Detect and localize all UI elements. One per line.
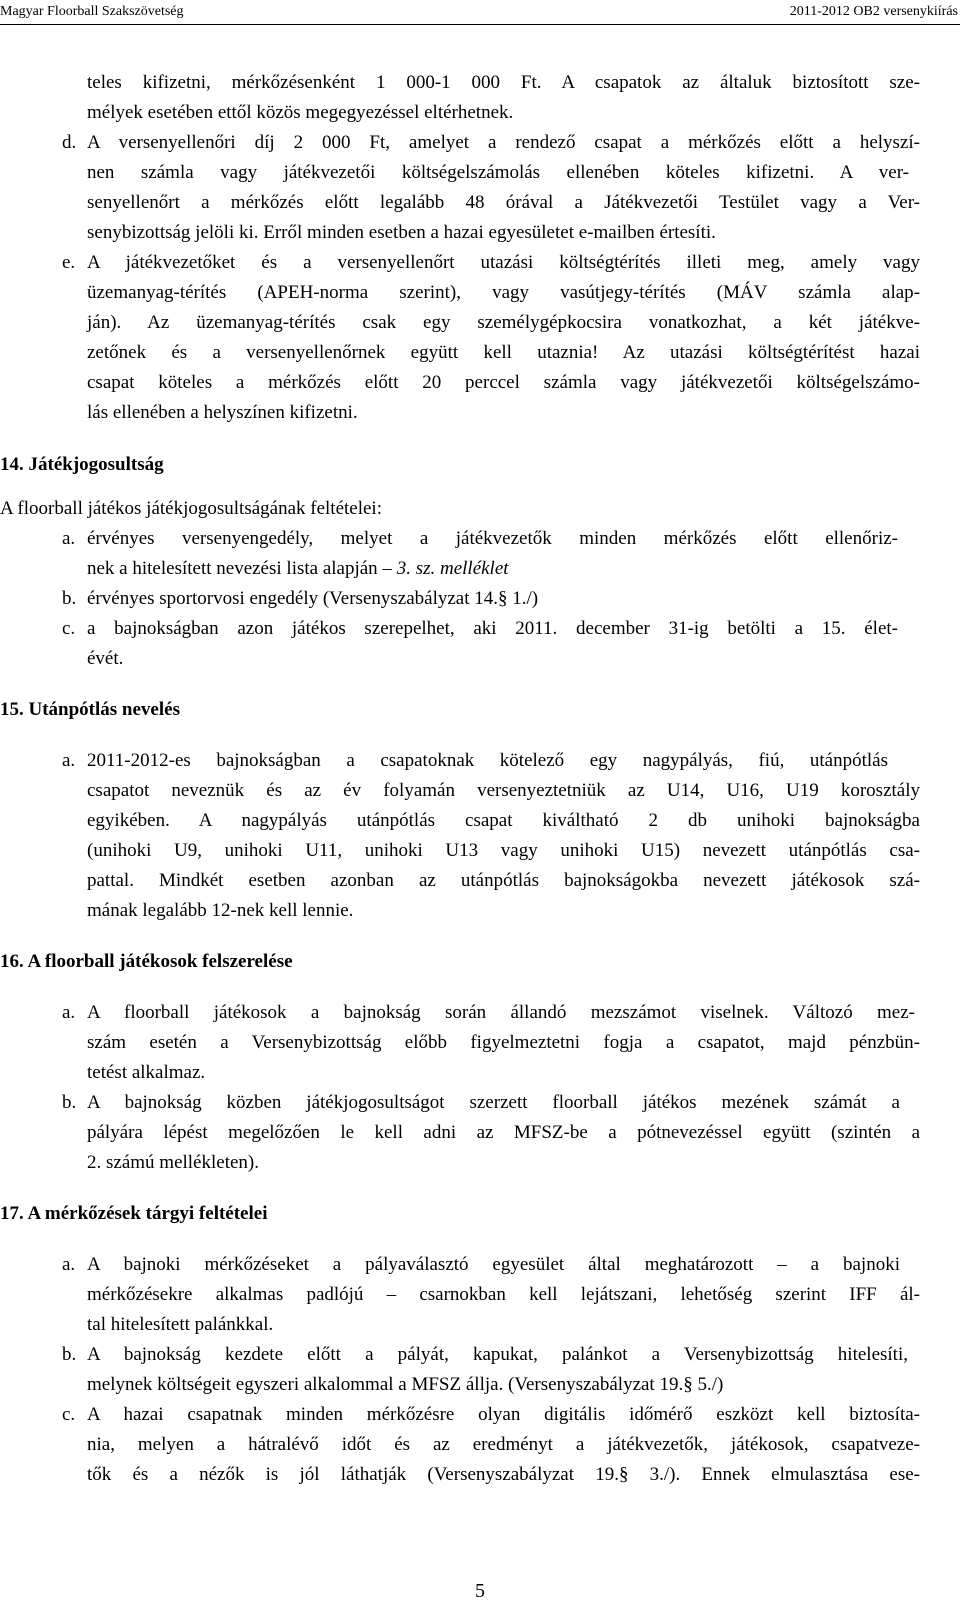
text-line xyxy=(0,338,960,368)
paragraph-text: a bajnokságban azon játékos szerepelhet, aki 2011. december 31-ig betölti a 15. élet- xyxy=(87,618,898,639)
list-marker: b. xyxy=(62,1092,77,1113)
paragraph-text: senybizottság jelöli ki. Erről minden esetben a hazai egyesületet e-mailben értesíti. xyxy=(87,222,716,243)
paragraph-text: ján). Az üzemanyag-térítés csak egy személygépkocsira vonatkozhat, a két játékve- xyxy=(87,312,920,333)
page-header xyxy=(0,0,960,24)
section-heading-17 xyxy=(0,1199,960,1229)
list-item-b xyxy=(0,1088,960,1118)
paragraph-text: tal hitelesített palánkkal. xyxy=(87,1314,274,1335)
text-line xyxy=(0,896,960,926)
list-item-a xyxy=(0,1250,960,1280)
annex-reference: 3. sz. melléklet xyxy=(396,558,509,579)
paragraph-text: A floorball játékosok a bajnokság során állandó mezszámot viselnek. Változó mez- xyxy=(87,1002,915,1023)
paragraph-text: (unihoki U9, unihoki U11, unihoki U13 vagy unihoki U15) nevezett utánpótlás csa- xyxy=(87,840,920,861)
paragraph-text: A versenyellenőri díj 2 000 Ft, amelyet a rendező csapat a mérkőzés előtt a helyszí- xyxy=(87,132,920,153)
paragraph-text: A bajnoki mérkőzéseket a pályaválasztó egyesület által meghatározott – a bajnoki xyxy=(87,1254,900,1275)
paragraph-text-plain: nek a hitelesített nevezési lista alapján – xyxy=(87,558,397,579)
list-marker: d. xyxy=(62,132,77,153)
text-line xyxy=(0,776,960,806)
paragraph-text xyxy=(87,554,509,584)
section-title: 15. Utánpótlás nevelés xyxy=(0,699,180,720)
paragraph-text: 2011-2012-es bajnokságban a csapatoknak kötelező egy nagypályás, fiú, utánpótlás xyxy=(87,750,888,771)
paragraph-text: A hazai csapatnak minden mérkőzésre olyan digitális időmérő eszközt kell biztosíta- xyxy=(87,1404,920,1425)
list-marker: a. xyxy=(62,528,76,549)
list-item-d xyxy=(0,128,960,158)
list-marker: c. xyxy=(62,618,76,639)
paragraph-text: 2. számú mellékleten). xyxy=(87,1152,259,1173)
list-marker: a. xyxy=(62,750,76,771)
paragraph-text: A floorball játékos játékjogosultságának feltételei: xyxy=(0,498,382,519)
paragraph-text: csapat köteles a mérkőzés előtt 20 perccel számla vagy játékvezetői költségelszámo- xyxy=(87,372,920,393)
section-heading-14 xyxy=(0,450,960,480)
text-line xyxy=(0,218,960,248)
text-line xyxy=(0,644,960,674)
paragraph-text: évét. xyxy=(87,648,124,669)
text-line xyxy=(0,1118,960,1148)
text-line xyxy=(0,554,960,584)
paragraph-text: melynek költségeit egyszeri alkalommal a MFSZ állja. (Versenyszabályzat 19.§ 5./) xyxy=(87,1374,724,1395)
paragraph-text: mélyek esetében ettől közös megegyezéssel eltérhetnek. xyxy=(87,102,514,123)
paragraph-text: senyellenőrt a mérkőzés előtt legalább 48 órával a Játékvezetői Testület vagy a Ver- xyxy=(87,192,920,213)
paragraph-text: csapatot neveznük és az év folyamán versenyeztetniük az U14, U16, U19 korosztály xyxy=(87,780,920,801)
paragraph-text: mának legalább 12-nek kell lennie. xyxy=(87,900,354,921)
paragraph-text: szám esetén a Versenybizottság előbb figyelmeztetni fogja a csapatot, majd pénzbün- xyxy=(87,1032,920,1053)
page-number: 5 xyxy=(475,1580,485,1602)
text-line xyxy=(0,398,960,428)
list-item-b xyxy=(0,1340,960,1370)
text-line xyxy=(0,1370,960,1400)
paragraph-text: lás ellenében a helyszínen kifizetni. xyxy=(87,402,358,423)
text-line xyxy=(0,806,960,836)
section-title: 16. A floorball játékosok felszerelése xyxy=(0,951,293,972)
list-item-c xyxy=(0,614,960,644)
section-title: 17. A mérkőzések tárgyi feltételei xyxy=(0,1203,268,1224)
list-item-a xyxy=(0,746,960,776)
text-line xyxy=(0,836,960,866)
paragraph-text: A bajnokság közben játékjogosultságot szerzett floorball játékos mezének számát a xyxy=(87,1092,900,1113)
list-item-e xyxy=(0,248,960,278)
list-marker: e. xyxy=(62,252,76,273)
paragraph-text: érvényes sportorvosi engedély (Versenyszabályzat 14.§ 1./) xyxy=(87,588,539,609)
list-marker: a. xyxy=(62,1254,76,1275)
header-doc-title: 2011-2012 OB2 versenykiírás xyxy=(789,4,958,19)
text-line xyxy=(0,1460,960,1490)
section-heading-16 xyxy=(0,947,960,977)
section-intro xyxy=(0,494,960,524)
section-title: 14. Játékjogosultság xyxy=(0,454,164,475)
section-heading-15 xyxy=(0,695,960,725)
list-marker: b. xyxy=(62,1344,77,1365)
paragraph-text: pattal. Mindkét esetben azonban az utánpótlás bajnokságokba nevezett játékosok szá- xyxy=(87,870,920,891)
paragraph-text: üzemanyag-térítés (APEH-norma szerint), vagy vasútjegy-térítés (MÁV számla alap- xyxy=(87,282,920,303)
text-line xyxy=(0,188,960,218)
paragraph-text: tők és a nézők is jól láthatják (Versenyszabályzat 19.§ 3./). Ennek elmulasztása ese- xyxy=(87,1464,920,1485)
paragraph-text: tetést alkalmaz. xyxy=(87,1062,206,1083)
text-line xyxy=(0,1148,960,1178)
paragraph-text: teles kifizetni, mérkőzésenként 1 000-1 000 Ft. A csapatok az általuk biztosított sze- xyxy=(87,72,920,93)
text-line xyxy=(0,368,960,398)
paragraph-text: A bajnokság kezdete előtt a pályát, kapukat, palánkot a Versenybizottság hitelesíti, xyxy=(87,1344,908,1365)
paragraph-text: nia, melyen a hátralévő időt és az eredményt a játékvezetők, játékosok, csapatveze- xyxy=(87,1434,920,1455)
text-line xyxy=(0,1028,960,1058)
list-item-a xyxy=(0,524,960,554)
list-marker: c. xyxy=(62,1404,76,1425)
header-rule xyxy=(0,24,960,25)
text-line xyxy=(0,866,960,896)
paragraph-text: egyikében. A nagypályás utánpótlás csapat kiváltható 2 db unihoki bajnokságba xyxy=(87,810,920,831)
paragraph-text: érvényes versenyengedély, melyet a játékvezetők minden mérkőzés előtt ellenőriz- xyxy=(87,528,898,549)
header-org: Magyar Floorball Szakszövetség xyxy=(0,4,184,19)
list-marker: a. xyxy=(62,1002,76,1023)
paragraph-text: A játékvezetőket és a versenyellenőrt utazási költségtérítés illeti meg, amely vagy xyxy=(87,252,920,273)
paragraph-text: mérkőzésekre alkalmas padlójú – csarnokban kell lejátszani, lehetőség szerint IFF ál- xyxy=(87,1284,920,1305)
list-marker: b. xyxy=(62,588,77,609)
list-item-c xyxy=(0,1400,960,1430)
list-item-b xyxy=(0,584,960,614)
paragraph-text: nen számla vagy játékvezetői költségelszámolás ellenében köteles kifizetni. A ver- xyxy=(87,162,909,183)
paragraph-text: pályára lépést megelőzően le kell adni az MFSZ-be a pótnevezéssel együtt (szintén a xyxy=(87,1122,920,1143)
paragraph-text: zetőnek és a versenyellenőrnek együtt kell utaznia! Az utazási költségtérítést hazai xyxy=(87,342,920,363)
text-line xyxy=(0,1058,960,1088)
text-line xyxy=(0,1280,960,1310)
text-line xyxy=(0,98,960,128)
text-line xyxy=(0,158,960,188)
text-line xyxy=(0,1310,960,1340)
text-line xyxy=(0,278,960,308)
text-line xyxy=(0,308,960,338)
text-line xyxy=(0,1430,960,1460)
list-item-a xyxy=(0,998,960,1028)
text-line xyxy=(0,68,960,98)
